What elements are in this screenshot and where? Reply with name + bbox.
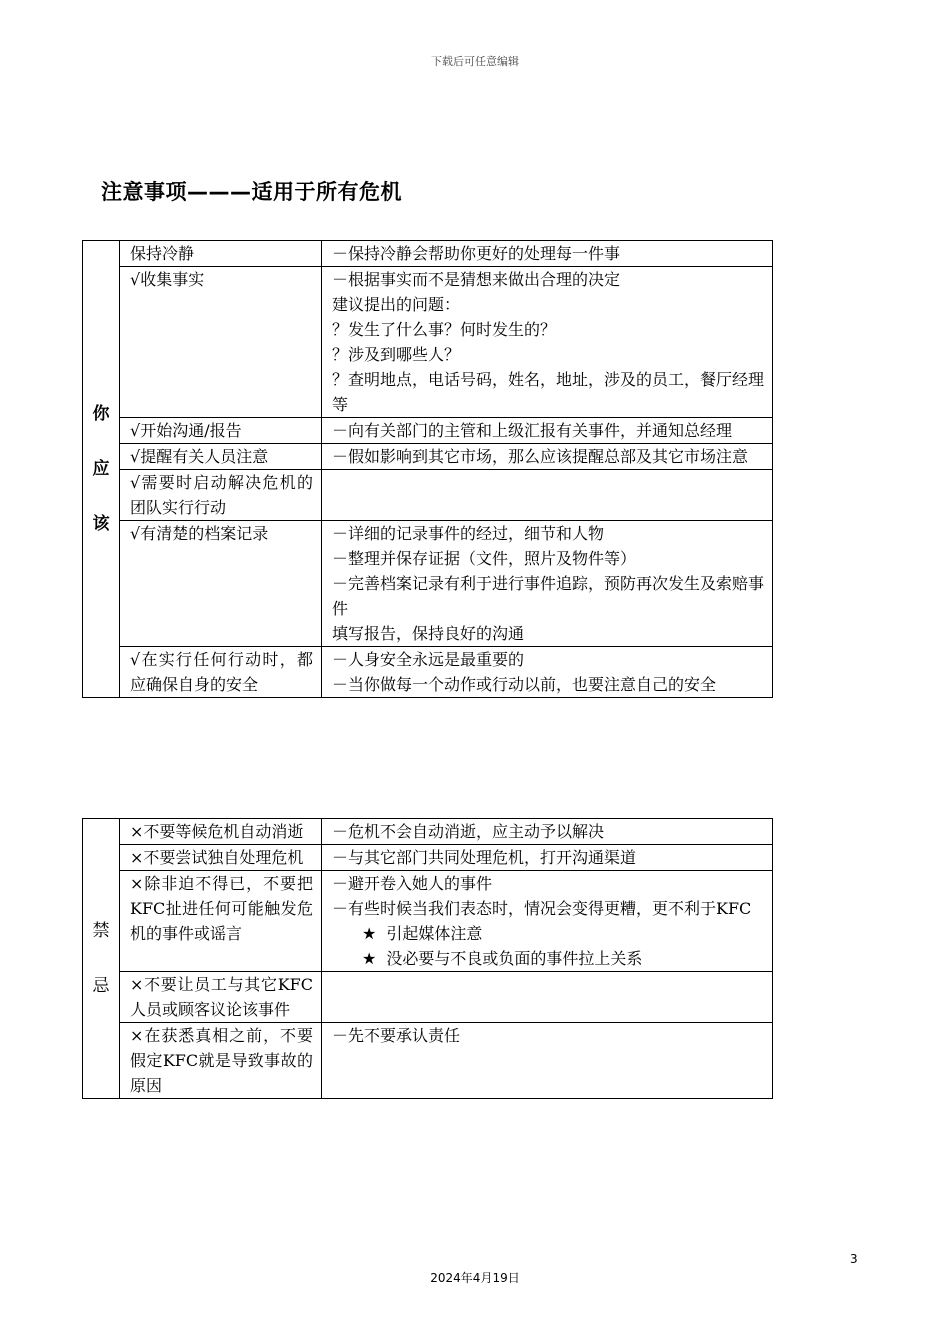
table-row xyxy=(83,418,773,444)
star-icon: ★ xyxy=(362,924,377,943)
table-row xyxy=(83,972,773,1023)
star-bullet-text: 引起媒体注意 xyxy=(386,924,483,943)
table-row xyxy=(83,845,773,871)
note-line: ？查明地点，电话号码，姓名，地址，涉及的员工，餐厅经理等 xyxy=(332,370,765,414)
item-cell: ×在获悉真相之前，不要假定KFC就是导致事故的原因 xyxy=(120,1023,322,1099)
note-line: －危机不会自动消逝，应主动予以解决 xyxy=(332,822,605,841)
note-line: －假如影响到其它市场，那么应该提醒总部及其它市场注意 xyxy=(332,447,749,466)
table-row xyxy=(83,871,773,972)
item-cell: 保持冷静 xyxy=(120,241,322,267)
note-line: ？涉及到哪些人？ xyxy=(332,345,461,364)
item-cell: ×不要让员工与其它KFC人员或顾客议论该事件 xyxy=(120,972,322,1023)
notes-cell xyxy=(322,470,773,521)
notes-cell xyxy=(322,418,773,444)
item-cell: √开始沟通/报告 xyxy=(120,418,322,444)
note-line: 建议提出的问题： xyxy=(332,295,461,314)
should-table xyxy=(82,240,773,698)
taboo-side-label xyxy=(83,819,120,1099)
table-row xyxy=(83,1023,773,1099)
page-number: 3 xyxy=(850,1252,858,1266)
notes-cell xyxy=(322,1023,773,1099)
side-label-char: 忌 xyxy=(92,975,110,996)
side-label-char: 该 xyxy=(92,513,110,534)
item-cell: √需要时启动解决危机的团队实行行动 xyxy=(120,470,322,521)
side-label-char: 你 xyxy=(92,403,110,424)
star-icon: ★ xyxy=(362,949,377,968)
note-line: －整理并保存证据（文件，照片及物件等） xyxy=(332,549,637,568)
page-header: 下载后可任意编辑 xyxy=(431,55,519,68)
item-cell: √在实行任何行动时，都应确保自身的安全 xyxy=(120,647,322,698)
notes-cell xyxy=(322,647,773,698)
page-title: 注意事项———适用于所有危机 xyxy=(101,180,402,204)
note-line: －先不要承认责任 xyxy=(332,1026,461,1045)
item-cell: ×不要等候危机自动消逝 xyxy=(120,819,322,845)
table-row xyxy=(83,444,773,470)
note-line: －避开卷入她人的事件 xyxy=(332,874,493,893)
note-line: 填写报告，保持良好的沟通 xyxy=(332,624,525,643)
notes-cell xyxy=(322,521,773,647)
notes-cell xyxy=(322,241,773,267)
table-row xyxy=(83,470,773,521)
star-bullet-text: 没必要与不良或负面的事件拉上关系 xyxy=(386,949,643,968)
table-row xyxy=(83,819,773,845)
note-line: ？发生了什么事？何时发生的？ xyxy=(332,320,557,339)
notes-cell xyxy=(322,845,773,871)
note-line: －有些时候当我们表态时，情况会变得更糟，更不利于KFC xyxy=(332,899,752,918)
note-line: －详细的记录事件的经过，细节和人物 xyxy=(332,524,605,543)
taboo-table xyxy=(82,818,773,1099)
note-line: －向有关部门的主管和上级汇报有关事件，并通知总经理 xyxy=(332,421,733,440)
notes-cell xyxy=(322,871,773,972)
table-row xyxy=(83,521,773,647)
side-label-char: 禁 xyxy=(92,920,110,941)
footer-date: 2024年4月19日 xyxy=(430,1271,520,1285)
note-line: －与其它部门共同处理危机，打开沟通渠道 xyxy=(332,848,637,867)
item-cell: √收集事实 xyxy=(120,267,322,418)
notes-cell xyxy=(322,444,773,470)
note-line: －根据事实而不是猜想来做出合理的决定 xyxy=(332,270,621,289)
notes-cell xyxy=(322,267,773,418)
should-side-label xyxy=(83,241,120,698)
star-bullet-line xyxy=(332,921,764,946)
note-line: －保持冷静会帮助你更好的处理每一件事 xyxy=(332,244,621,263)
table-row xyxy=(83,267,773,418)
star-bullet-line xyxy=(332,946,764,971)
item-cell: ×不要尝试独自处理危机 xyxy=(120,845,322,871)
side-label-char: 应 xyxy=(92,458,110,479)
note-line: －人身安全永远是最重要的 xyxy=(332,650,525,669)
item-cell: ×除非迫不得已，不要把KFC扯进任何可能触发危机的事件或谣言 xyxy=(120,871,322,972)
notes-cell xyxy=(322,972,773,1023)
note-line: －当你做每一个动作或行动以前，也要注意自己的安全 xyxy=(332,675,717,694)
notes-cell xyxy=(322,819,773,845)
item-cell: √提醒有关人员注意 xyxy=(120,444,322,470)
table-row xyxy=(83,647,773,698)
table-row xyxy=(83,241,773,267)
note-line: －完善档案记录有利于进行事件追踪，预防再次发生及索赔事件 xyxy=(332,574,765,618)
item-cell: √有清楚的档案记录 xyxy=(120,521,322,647)
